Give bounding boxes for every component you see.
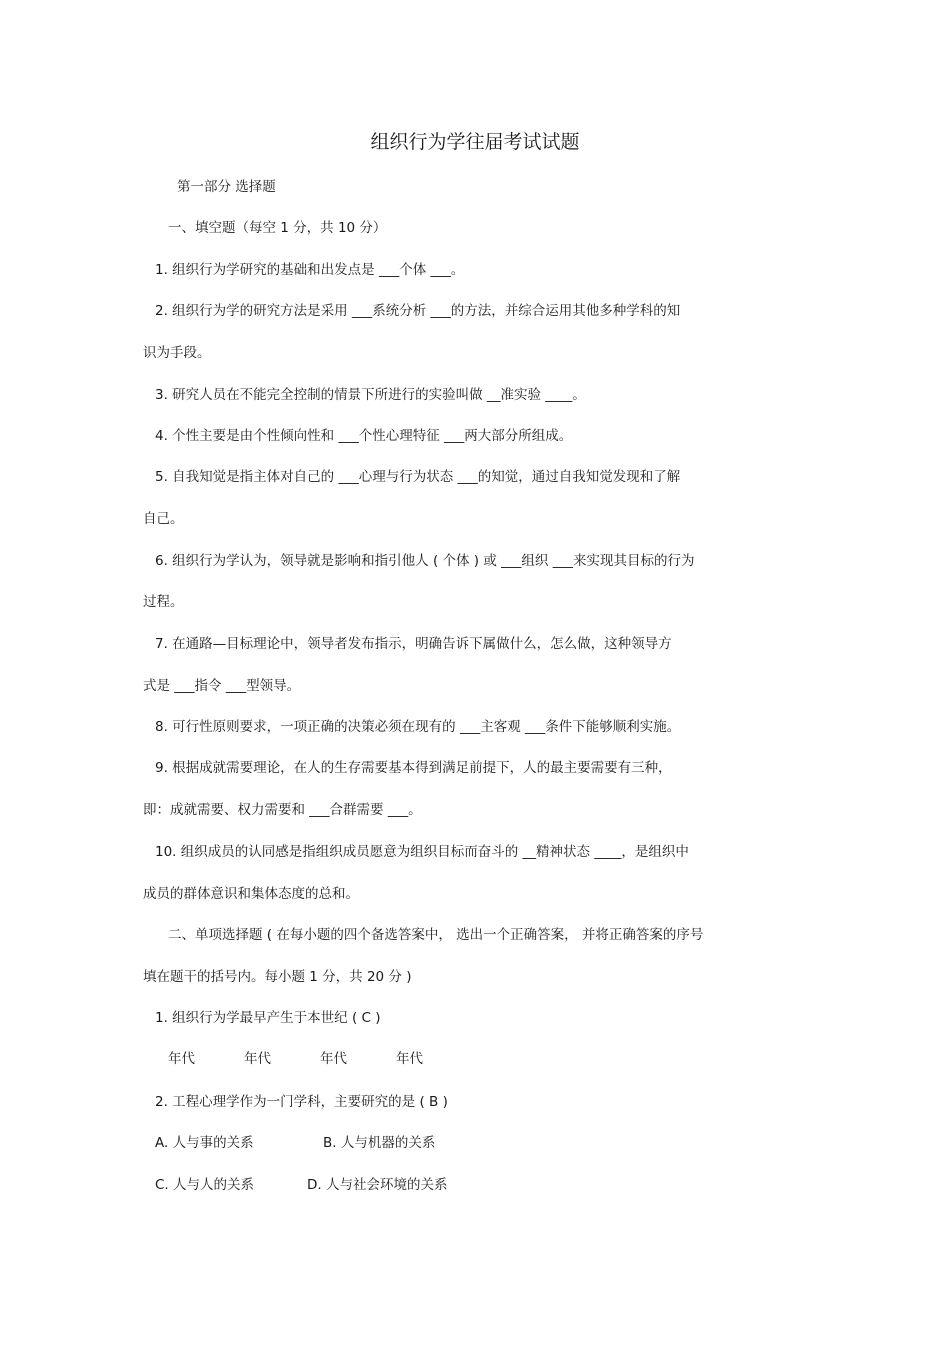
question-6-cont: 过程。 (143, 594, 184, 610)
mc-question-1: 1. 组织行为学最早产生于本世纪 ( C ) (155, 1010, 381, 1026)
mc-q1-option-b: 年代 (244, 1051, 271, 1067)
question-6: 6. 组织行为学认为，领导就是影响和指引他人 ( 个体 ) 或 ___组织 ___来实现其目标的行为 (155, 553, 695, 569)
question-2: 2. 组织行为学的研究方法是采用 ___系统分析 ___的方法，并综合运用其他多种学科的知 (155, 303, 681, 319)
question-10-cont: 成员的群体意识和集体态度的总和。 (143, 886, 359, 902)
question-7-cont: 式是 ___指令 ___型领导。 (143, 678, 301, 694)
question-3: 3. 研究人员在不能完全控制的情景下所进行的实验叫做 __准实验 ____。 (155, 387, 586, 403)
question-9: 9. 根据成就需要理论，在人的生存需要基本得到满足前提下，人的最主要需要有三种， (155, 760, 672, 776)
mc-q1-option-a: 年代 (168, 1051, 195, 1067)
mc-q1-option-c: 年代 (320, 1051, 347, 1067)
mc-q2-option-c: C. 人与人的关系 (155, 1177, 255, 1193)
section2-heading: 二、单项选择题 ( 在每小题的四个备选答案中， 选出一个正确答案， 并将正确答案的序号 (168, 927, 704, 943)
section2-heading-cont: 填在题干的括号内。每小题 1 分，共 20 分 ) (143, 969, 412, 985)
question-10: 10. 组织成员的认同感是指组织成员愿意为组织目标而奋斗的 __精神状态 ____，是组织中 (155, 844, 689, 860)
part-heading: 第一部分 选择题 (177, 179, 276, 195)
question-5-cont: 自己。 (143, 511, 184, 527)
question-2-cont: 识为手段。 (143, 345, 211, 361)
question-1: 1. 组织行为学研究的基础和出发点是 ___个体 ___。 (155, 262, 465, 278)
mc-q2-option-b: B. 人与机器的关系 (323, 1135, 436, 1151)
page-title: 组织行为学往届考试试题 (370, 131, 580, 153)
mc-q2-option-d: D. 人与社会环境的关系 (307, 1177, 448, 1193)
mc-q2-option-a: A. 人与事的关系 (155, 1135, 254, 1151)
question-7: 7. 在通路—目标理论中，领导者发布指示，明确告诉下属做什么，怎么做，这种领导方 (155, 636, 672, 652)
question-9-cont: 即：成就需要、权力需要和 ___合群需要 ___。 (143, 802, 422, 818)
section1-heading: 一、填空题（每空 1 分，共 10 分） (168, 220, 387, 236)
question-8: 8. 可行性原则要求，一项正确的决策必须在现有的 ___主客观 ___条件下能够顺利实施。 (155, 719, 681, 735)
question-4: 4. 个性主要是由个性倾向性和 ___个性心理特征 ___两大部分所组成。 (155, 428, 573, 444)
question-5: 5. 自我知觉是指主体对自己的 ___心理与行为状态 ___的知觉，通过自我知觉发现和了解 (155, 469, 681, 485)
mc-question-2: 2. 工程心理学作为一门学科，主要研究的是 ( B ) (155, 1094, 448, 1110)
mc-q1-option-d: 年代 (396, 1051, 423, 1067)
